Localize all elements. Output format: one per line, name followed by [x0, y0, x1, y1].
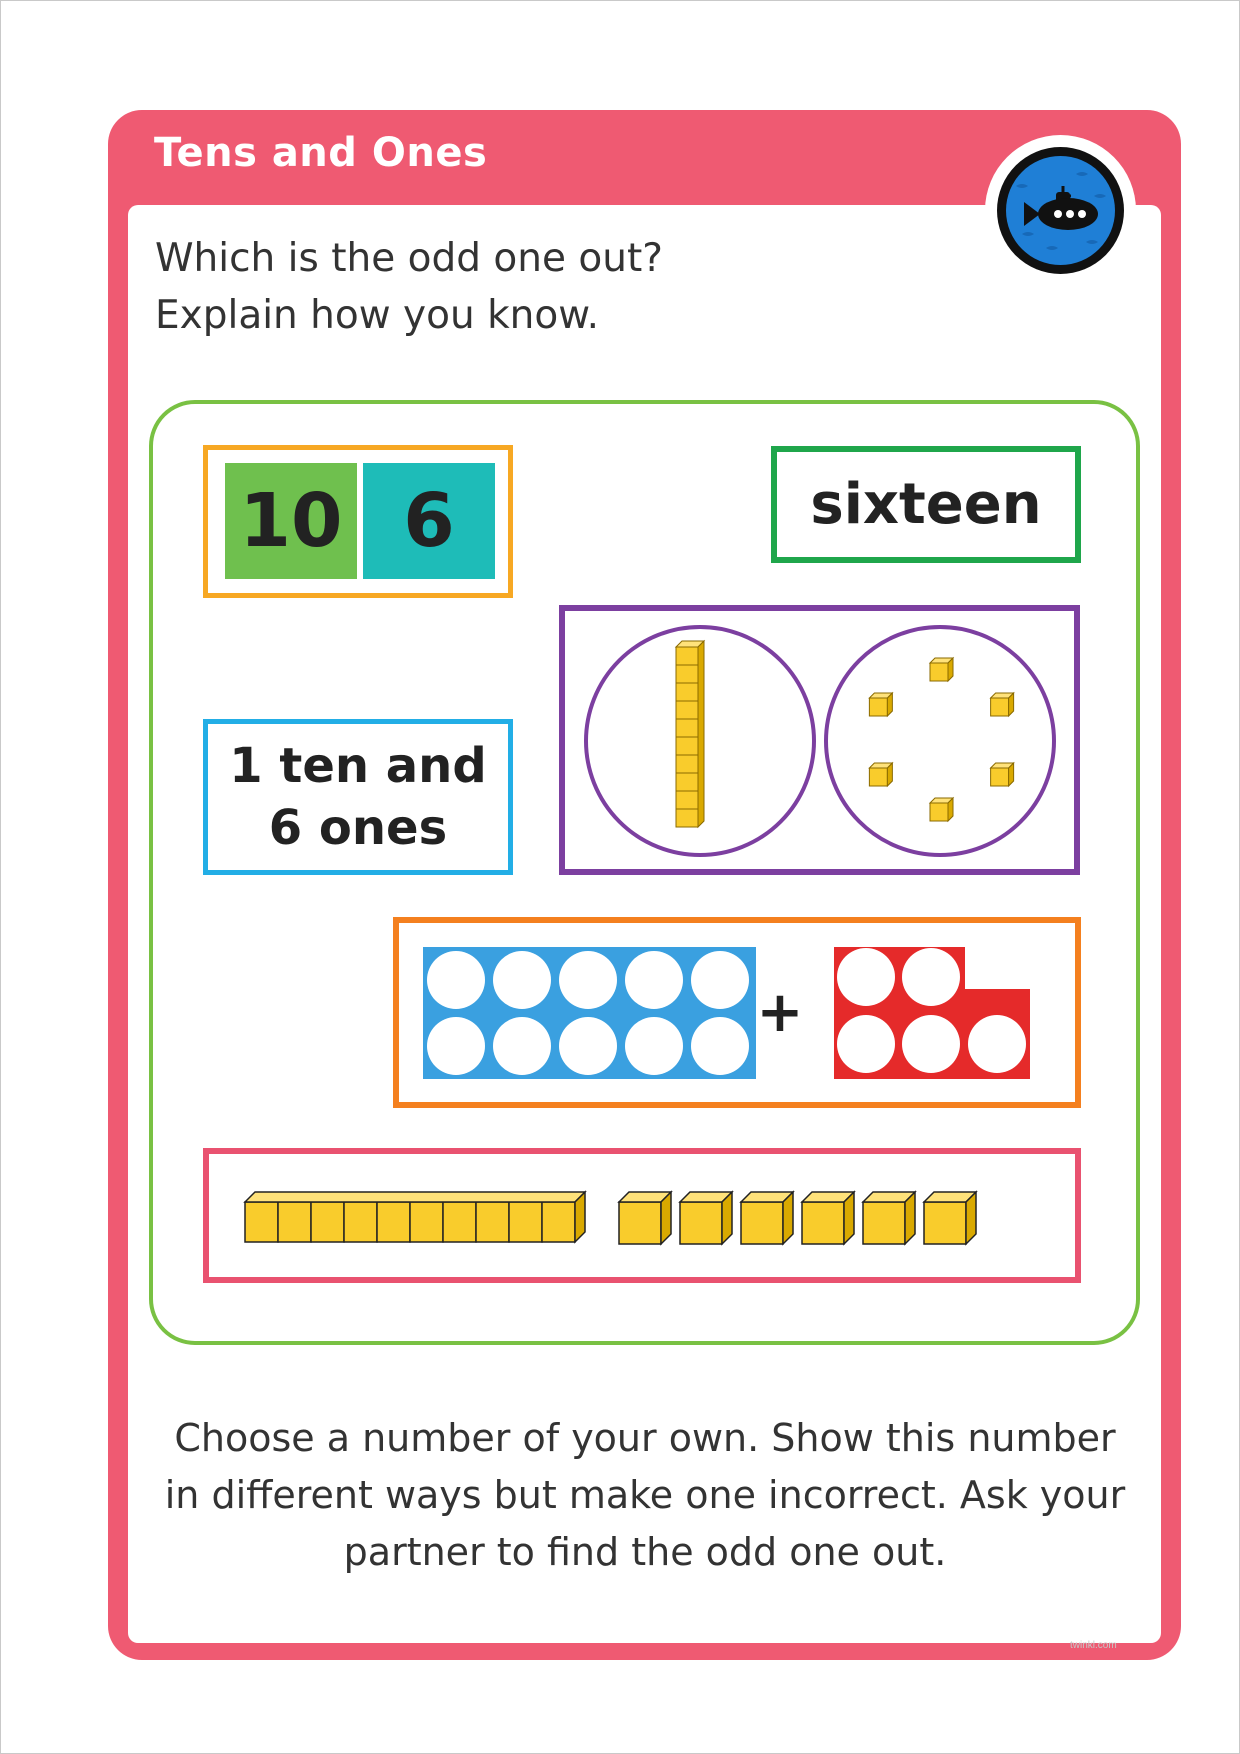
blue-frame-dot	[493, 1017, 551, 1075]
rod-unit	[676, 719, 698, 737]
rod-unit	[377, 1202, 410, 1242]
ones-cubes-row	[619, 1192, 976, 1244]
tens-digit: 10	[225, 463, 357, 579]
red-frame-dot	[968, 1015, 1026, 1073]
rod-unit	[676, 737, 698, 755]
red-frame-dot	[902, 948, 960, 1006]
ones-digit: 6	[363, 463, 495, 579]
number-word-card: sixteen	[771, 446, 1081, 563]
tens-ones-phrase-card	[203, 719, 513, 875]
question-line-2: Explain how you know.	[155, 293, 599, 338]
rod-unit	[676, 755, 698, 773]
ones-cube	[924, 1192, 976, 1244]
ones-cube	[680, 1192, 732, 1244]
rod-unit	[245, 1202, 278, 1242]
base-ten-blocks-card	[203, 1148, 1081, 1283]
ones-cube	[869, 693, 892, 716]
rod-unit	[278, 1202, 311, 1242]
horizontal-ten-rod	[245, 1192, 585, 1242]
red-frame-dot	[837, 1015, 895, 1073]
rod-unit	[676, 683, 698, 701]
watermark: twinkl.com	[1070, 1640, 1117, 1651]
blue-frame-dot	[559, 1017, 617, 1075]
ten-frames-diagram	[399, 923, 1075, 1102]
task-line-1: Choose a number of your own. Show this number	[174, 1416, 1116, 1460]
blue-frame-dot	[493, 951, 551, 1009]
rod-unit	[676, 791, 698, 809]
phrase-line-2: 6 ones	[268, 800, 448, 856]
rod-unit	[676, 701, 698, 719]
rod-unit	[509, 1202, 542, 1242]
ones-cube	[619, 1192, 671, 1244]
rod-unit	[542, 1202, 575, 1242]
rod-unit	[676, 773, 698, 791]
ten-frames-card	[393, 917, 1081, 1108]
rod-unit	[476, 1202, 509, 1242]
ones-cube	[741, 1192, 793, 1244]
ones-cube	[869, 763, 892, 786]
red-frame-dot	[902, 1015, 960, 1073]
task-instructions	[150, 1410, 1140, 1581]
part-whole-diagram	[565, 611, 1074, 869]
plus-sign: +	[756, 980, 804, 1045]
blue-frame-dot	[691, 1017, 749, 1075]
red-frame-dot	[837, 948, 895, 1006]
ones-cube	[863, 1192, 915, 1244]
part-whole-card	[559, 605, 1080, 875]
phrase-line-1: 1 ten and	[229, 738, 487, 794]
blue-frame-dot	[691, 951, 749, 1009]
ones-cube	[930, 658, 953, 681]
rod-unit	[344, 1202, 377, 1242]
blue-frame-dot	[625, 1017, 683, 1075]
task-line-2: in different ways but make one incorrect. Ask your	[164, 1473, 1126, 1517]
rod-unit	[676, 809, 698, 827]
submarine-icon	[1006, 156, 1115, 265]
blue-frame-dot	[559, 951, 617, 1009]
ones-cube	[930, 798, 953, 821]
rod-unit	[676, 665, 698, 683]
question-text	[155, 230, 663, 344]
rod-unit	[443, 1202, 476, 1242]
blue-frame-dot	[625, 951, 683, 1009]
blue-frame-dot	[427, 1017, 485, 1075]
ones-cube	[991, 763, 1014, 786]
rod-unit	[410, 1202, 443, 1242]
rod-unit	[676, 647, 698, 665]
question-line-1: Which is the odd one out?	[155, 236, 663, 281]
blue-frame-dot	[427, 951, 485, 1009]
base-ten-blocks-diagram	[209, 1154, 1075, 1277]
vertical-ten-rod	[676, 641, 704, 827]
rod-unit	[311, 1202, 344, 1242]
ones-cube	[802, 1192, 854, 1244]
card-title: Tens and Ones	[154, 130, 488, 176]
ones-cube	[991, 693, 1014, 716]
loose-ones-cubes	[869, 658, 1013, 821]
task-line-3: partner to find the odd one out.	[343, 1530, 947, 1574]
